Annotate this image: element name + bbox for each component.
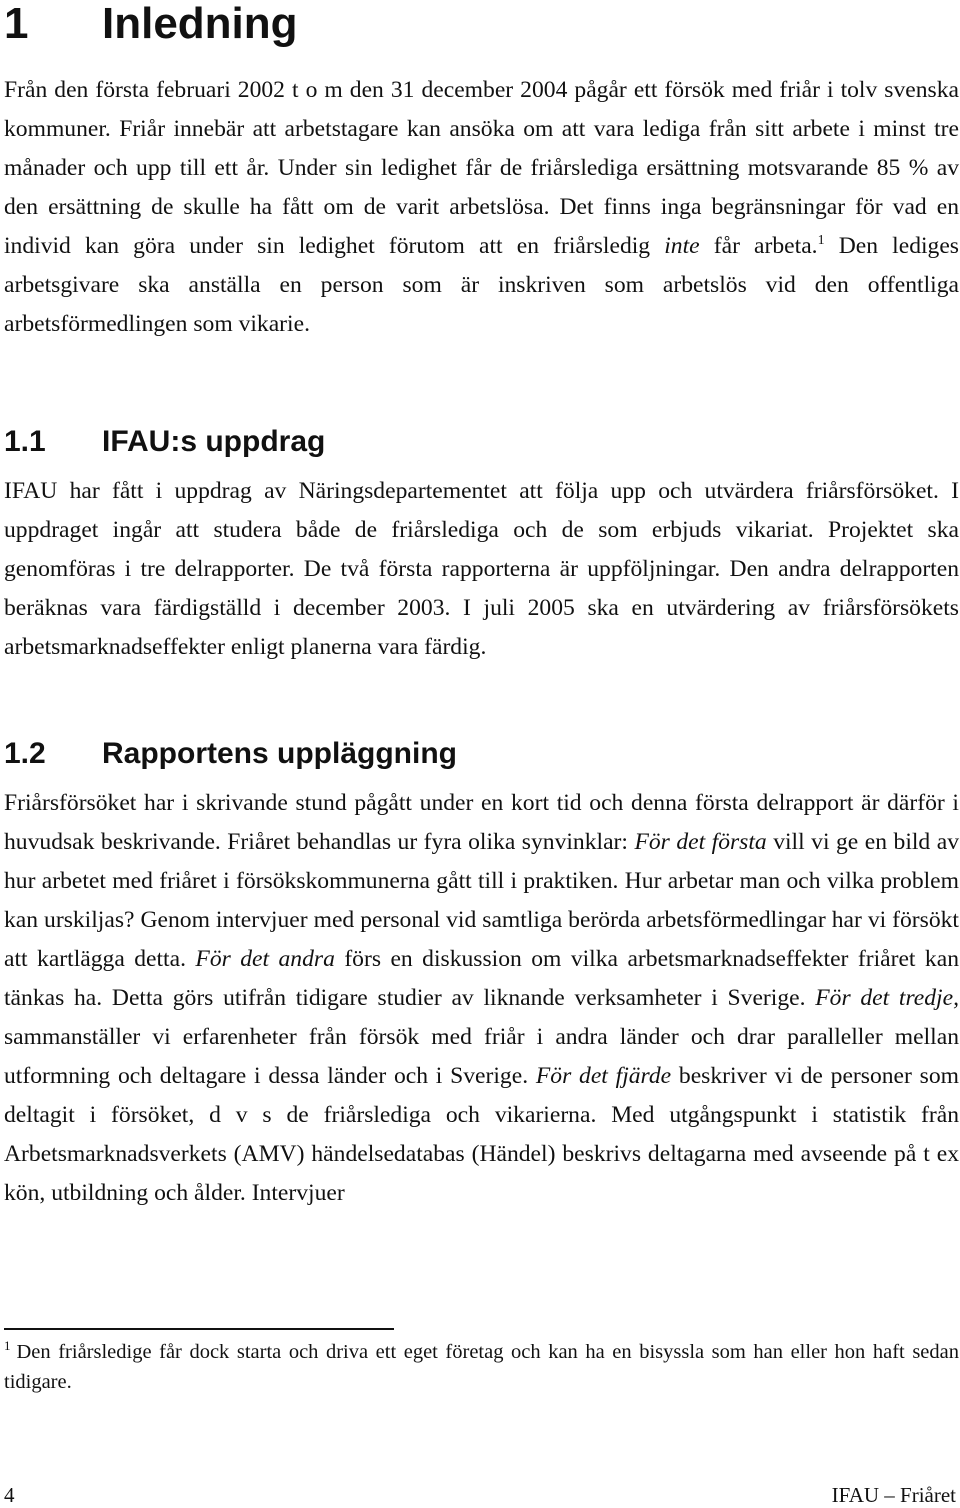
paragraph-text: vill vi ge en bild av hur arbetet med friåret i försökskommunerna gått till i praktiken. Hur arbetar man och vilka problem kan urskiljas? Genom intervjuer med personal vid samtliga berörda arbetsförmedlingar har vi försökt att kartlägga detta. (4, 829, 959, 972)
footnote-reference: 1 (817, 233, 825, 249)
footnote (4, 1337, 959, 1397)
footnote-text: Den friårsledige får dock starta och driva ett eget företag och kan ha en bisyssla som han eller hon haft sedan tidigare. (4, 1341, 959, 1393)
paragraph-text: sammanställer vi erfarenheter från försök med friår i andra länder och drar paralleller mellan utformning och deltagare i dessa länder och i Sverige. (4, 1024, 959, 1089)
paragraph-text: Friårsförsöket har i skrivande stund pågått under en kort tid och denna första delrapport är därför i huvudsak beskrivande. Friåret behandlas ur fyra olika synvinklar: (4, 790, 959, 855)
page-footer (4, 1482, 956, 1508)
intro-text-1: Från den första februari 2002 t o m den 31 december 2004 pågår ett försök med friår i tolv svenska kommuner. Friår innebär att arbetstagare kan ansöka om att vara lediga från sitt arbete i minst tre månader och upp till ett år. Under sin ledighet får de friårslediga ersättning motsvarande 85 % av den ersättning de skulle ha fått om de varit arbetslösa. Det finns inga begränsningar för vad en individ kan göra under sin ledighet förutom att en friårsledig (4, 77, 959, 259)
section-1-1-paragraph: IFAU har fått i uppdrag av Näringsdepartementet att följa upp och utvärdera friårsförsöket. I uppdraget ingår att studera både de friårslediga och de som erbjuds vikariat. Projektet ska genomföras i tre delrapporter. De två första rapporterna är uppföljningar. Den andra delrapporten beräknas vara färdigställd i december 2003. I juli 2005 ska en utvärdering av friårsförsökets arbetsmarknadseffekter enligt planerna vara färdig. (4, 478, 959, 660)
chapter-heading (4, 0, 298, 48)
section-number: 1.1 (4, 425, 46, 458)
emphasis-text: För det andra (195, 946, 335, 972)
section-heading-1-1 (4, 424, 325, 460)
emphasis-text: För det första (634, 829, 767, 855)
intro-emphasis: inte (664, 233, 700, 259)
footnote-divider (4, 1328, 394, 1330)
intro-paragraph (4, 71, 959, 344)
running-title: IFAU – Friåret (831, 1483, 956, 1507)
emphasis-text: För det fjärde (535, 1063, 672, 1089)
chapter-title: Inledning (102, 0, 298, 48)
section-title: IFAU:s uppdrag (102, 425, 326, 458)
chapter-number: 1 (4, 0, 29, 48)
section-heading-1-2 (4, 736, 457, 772)
intro-text-2: får arbeta. (699, 233, 818, 259)
section-1-2-paragraph (4, 784, 959, 1213)
paragraph-text: förs en diskussion om vilka arbetsmarknadseffekter friåret kan tänkas ha. Detta görs utifrån tidigare studier av liknande verksamheter i Sverige. (4, 946, 959, 1011)
intro-text-3: Den lediges arbetsgivare ska anställa en person som är inskriven som arbetslös vid den offentliga arbetsförmedlingen som vikarie. (4, 233, 959, 337)
paragraph-text: beskriver vi de personer som deltagit i försöket, d v s de friårslediga och vikarierna. Med utgångspunkt i statistik från Arbetsmarknadsverkets (AMV) händelsedatabas (Händel) beskrivs deltagarna med avseende på t ex kön, utbildning och ålder. Intervjuer (4, 1063, 959, 1206)
page-number: 4 (4, 1483, 15, 1507)
section-title: Rapportens uppläggning (102, 737, 457, 770)
emphasis-text: För det tredje, (815, 985, 959, 1011)
footnote-marker: 1 (4, 1338, 11, 1354)
section-number: 1.2 (4, 737, 46, 770)
